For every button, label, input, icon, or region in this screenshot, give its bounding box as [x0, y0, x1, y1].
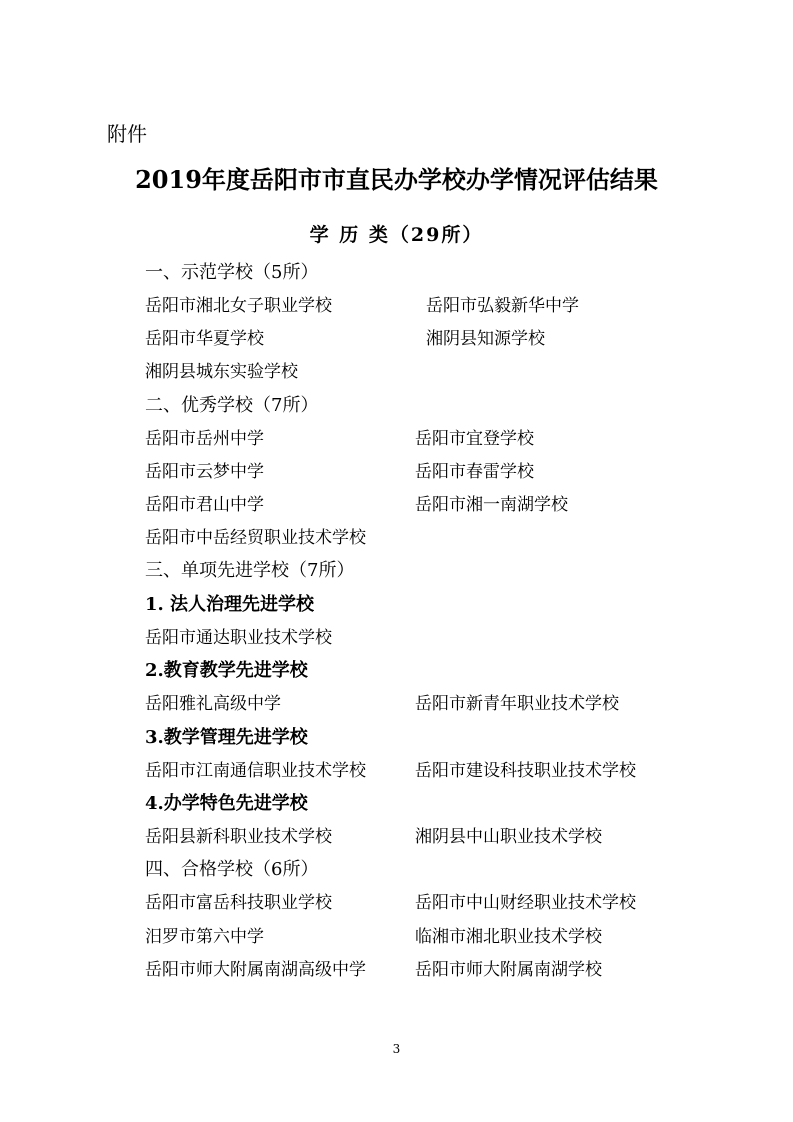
- school-name: 岳阳市云梦中学: [145, 462, 264, 482]
- school-name: 岳阳市君山中学: [145, 495, 264, 515]
- school-name: 临湘市湘北职业技术学校: [415, 927, 602, 947]
- school-name: 岳阳市师大附属南湖高级中学: [145, 960, 366, 980]
- school-name: 岳阳市富岳科技职业学校: [145, 893, 332, 913]
- page-number: 3: [392, 1042, 401, 1056]
- school-name: 汨罗市第六中学: [145, 927, 264, 947]
- section-heading-single-item: 三、单项先进学校（7所）: [145, 560, 355, 581]
- school-name: 岳阳市通达职业技术学校: [145, 628, 332, 648]
- school-name: 岳阳市新青年职业技术学校: [415, 694, 619, 714]
- category-subtitle: 学 历 类（29所）: [309, 224, 484, 246]
- section-heading-qualified: 四、合格学校（6所）: [145, 859, 319, 880]
- school-name: 岳阳市春雷学校: [415, 462, 534, 482]
- school-name: 岳阳市江南通信职业技术学校: [145, 761, 366, 781]
- school-name: 岳阳市湘北女子职业学校: [145, 296, 332, 316]
- school-name: 湘阴县中山职业技术学校: [415, 827, 602, 847]
- school-name: 湘阴县知源学校: [426, 329, 545, 349]
- school-name: 岳阳市华夏学校: [145, 329, 264, 349]
- subcategory-title: 4.办学特色先进学校: [145, 793, 308, 814]
- attachment-label: 附件: [107, 122, 147, 146]
- school-name: 湘阴县城东实验学校: [145, 362, 298, 382]
- school-name: 岳阳市中山财经职业技术学校: [415, 893, 636, 913]
- subcategory-title: 3.教学管理先进学校: [145, 727, 308, 748]
- school-name: 岳阳雅礼高级中学: [145, 694, 281, 714]
- section-heading-exemplary: 一、示范学校（5所）: [145, 262, 319, 283]
- subcategory-title: 2.教育教学先进学校: [145, 660, 308, 681]
- subcategory-title: 1. 法人治理先进学校: [145, 594, 315, 615]
- school-name: 岳阳市湘一南湖学校: [415, 495, 568, 515]
- school-name: 岳阳市宜登学校: [415, 429, 534, 449]
- school-name: 岳阳市弘毅新华中学: [426, 296, 579, 316]
- school-name: 岳阳市岳州中学: [145, 429, 264, 449]
- school-name: 岳阳市建设科技职业技术学校: [415, 761, 636, 781]
- document-title: 2019年度岳阳市市直民办学校办学情况评估结果: [135, 165, 658, 194]
- section-heading-excellent: 二、优秀学校（7所）: [145, 395, 319, 416]
- school-name: 岳阳市师大附属南湖学校: [415, 960, 602, 980]
- school-name: 岳阳市中岳经贸职业技术学校: [145, 528, 366, 548]
- school-name: 岳阳县新科职业技术学校: [145, 827, 332, 847]
